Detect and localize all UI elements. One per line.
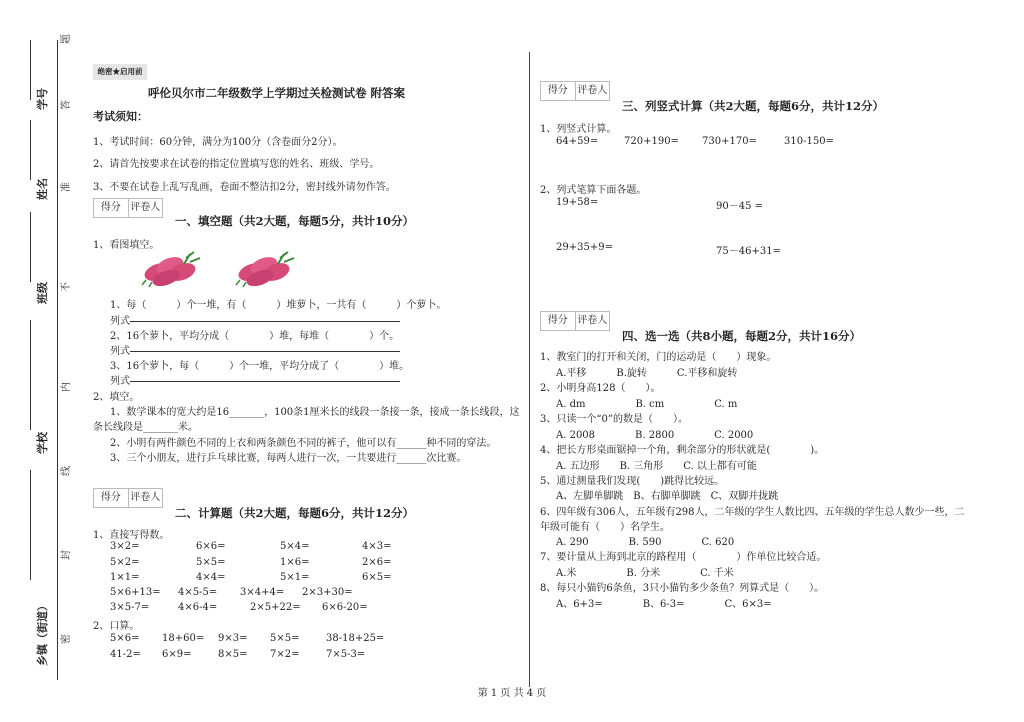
seal-char: 密 [61, 634, 72, 644]
grader-label: 评卷人 [130, 202, 161, 213]
score-label: 得分 [94, 489, 129, 507]
math-item: 29+35+9= [556, 242, 613, 253]
math-item: 7×5-3= [326, 649, 366, 660]
choice-options: A.米 B. 分米 C. 千米 [556, 568, 734, 579]
question: 2、口算。 [93, 621, 140, 632]
fill-item: 条长线段是_______米。 [93, 422, 198, 433]
choice-line: 5、通过测量我们发现( )跳得比较远。 [540, 476, 725, 487]
margin-label-school: 学校 [36, 432, 49, 454]
math-item: 5×1= [280, 572, 310, 583]
math-item: 730+170= [702, 136, 757, 147]
math-item: 3×2= [110, 541, 140, 552]
choice-line: 4、把长方形桌面锯掉一个角，剩余部分的形状就是( )。 [540, 445, 825, 456]
math-item: 90－45 = [716, 201, 764, 212]
math-item: 4×6-4= [178, 602, 218, 613]
margin-field-line [30, 212, 31, 282]
math-item: 5×6+13= [110, 587, 161, 598]
math-item: 4×3= [362, 541, 392, 552]
choice-options: A. 290 B. 590 C. 620 [556, 537, 735, 548]
math-item: 6×6-20= [322, 602, 368, 613]
math-item: 310-150= [784, 136, 834, 147]
margin-label-name: 姓名 [36, 178, 49, 200]
notice-item: 3、不要在试卷上乱写乱画，卷面不整洁扣2分，密封线外请勿作答。 [93, 182, 396, 193]
math-item: 5×5= [196, 557, 226, 568]
seal-char: 题 [61, 34, 72, 44]
grader-label: 评卷人 [577, 85, 608, 96]
math-item: 7×2= [270, 649, 300, 660]
math-item: 5×6= [110, 633, 140, 644]
math-item: 2×6= [362, 557, 392, 568]
margin-label-class: 班级 [36, 282, 49, 304]
seal-char: 内 [61, 382, 72, 392]
math-item: 64+59= [556, 136, 599, 147]
section-title: 二、计算题（共2大题，每题6分，共计12分） [175, 506, 415, 520]
fill-item: 2、小明有两件颜色不同的上衣和两条颜色不同的裤子，他可以有______种不同的穿法。 [110, 438, 497, 449]
choice-options: A. dm B. cm C. m [556, 399, 738, 410]
choice-options: A.平移 B.旋转 C.平移和旋转 [556, 368, 738, 379]
page-number: 第 1 页 共 4 页 [477, 688, 547, 699]
margin-label-town: 乡镇（街道） [36, 600, 49, 666]
math-item: 5×4= [280, 541, 310, 552]
math-item: 720+190= [624, 136, 679, 147]
answer-line [130, 351, 400, 352]
math-item: 41-2= [110, 649, 141, 660]
question: 1、列竖式计算。 [540, 124, 617, 135]
question: 1、看图填空。 [93, 240, 160, 251]
choice-line: 1、教室门的打开和关闭，门的运动是（ ）现象。 [540, 352, 777, 363]
math-item: 18+60= [162, 633, 205, 644]
math-item: 38-18+25= [326, 633, 385, 644]
question: 1、直接写得数。 [93, 530, 170, 541]
question: 2、填空。 [93, 392, 140, 403]
math-item: 9×3= [218, 633, 248, 644]
formula-label: 列式 [110, 346, 130, 357]
math-item: 5×2= [110, 557, 140, 568]
seal-char: 准 [61, 182, 72, 192]
math-item: 6×6= [196, 541, 226, 552]
score-box [93, 198, 163, 218]
fill-item: 1、数学课本的宽大约是16_______，100条1厘米长的线段一条接一条，接成一条长线段，这 [110, 407, 520, 418]
column-divider [529, 52, 530, 687]
math-item: 6×5= [362, 572, 392, 583]
margin-field-line [30, 470, 31, 580]
notice-item: 2、请首先按要求在试卷的指定位置填写您的姓名、班级、学号。 [93, 159, 380, 170]
score-box [540, 81, 610, 101]
math-item: 5×5= [270, 633, 300, 644]
page-title: 呼伦贝尔市二年级数学上学期过关检测试卷 附答案 [148, 86, 406, 100]
fill-line: 1、每（ ）个一堆，有（ ）堆萝卜，一共有（ ）个萝卜。 [110, 300, 447, 311]
math-item: 1×6= [280, 557, 310, 568]
seal-char: 线 [61, 466, 72, 476]
margin-field-line [30, 320, 31, 430]
question: 2、列式笔算下面各题。 [540, 185, 647, 196]
margin-field-line [30, 120, 31, 180]
choice-options: A、左脚单脚跳 B、右脚单脚跳 C、双脚并拢跳 [556, 491, 779, 502]
margin-field-line [30, 40, 31, 100]
section-title: 四、选一选（共8小题，每题2分，共计16分） [622, 329, 862, 343]
score-box [93, 488, 163, 508]
math-item: 6×9= [162, 649, 192, 660]
choice-options: A. 2008 B. 2800 C. 2000 [556, 430, 754, 441]
choice-line: 2、小明身高128（ ）。 [540, 383, 661, 394]
choice-line: 年级可能有（ ）名学生。 [540, 522, 670, 533]
math-item: 1×1= [110, 572, 140, 583]
choice-line: 7、要计量从上海到北京的路程用（ ）作单位比较合适。 [540, 552, 827, 563]
score-label: 得分 [541, 82, 576, 100]
binding-line [57, 40, 58, 680]
answer-line [130, 381, 400, 382]
choice-line: 8、每只小猫钓6条鱼，3只小猫钓多少条鱼？列算式是（ ）。 [540, 583, 825, 594]
grader-label: 评卷人 [577, 315, 608, 326]
choice-line: 6、四年级有306人，五年级有298人，二年级的学生人数比四、五年级的学生总人数少一些，二 [540, 507, 965, 518]
notice-item: 1、考试时间：60分钟，满分为100分（含卷面分2分）。 [93, 137, 343, 148]
math-item: 4×4= [196, 572, 226, 583]
score-label: 得分 [94, 199, 129, 217]
section-title: 三、列竖式计算（共2大题，每题6分，共计12分） [622, 99, 885, 113]
fill-line: 2、16个萝卜，平均分成（ ）堆，每堆（ ）个。 [110, 331, 400, 342]
radish-group-1 [142, 252, 200, 288]
math-item: 8×5= [218, 649, 248, 660]
seal-char: 答 [61, 100, 72, 110]
choice-options: A、6+3= B、6-3= C、6×3= [556, 599, 772, 610]
formula-label: 列式 [110, 376, 130, 387]
math-item: 2×3+30= [302, 587, 353, 598]
confidential-stamp: 绝密★启用前 [93, 64, 147, 80]
score-label: 得分 [541, 312, 576, 330]
math-item: 19+58= [556, 197, 599, 208]
formula-label: 列式 [110, 316, 130, 327]
margin-label-student-id: 学号 [36, 88, 49, 110]
math-item: 75－46+31= [716, 246, 781, 257]
math-item: 2×5+22= [250, 602, 301, 613]
section-title: 一、填空题（共2大题，每题5分，共计10分） [175, 214, 415, 228]
notice-heading: 考试须知： [93, 110, 148, 123]
math-item: 4×5-5= [178, 587, 218, 598]
math-item: 3×4+4= [240, 587, 285, 598]
radish-group-illustration [140, 250, 310, 288]
seal-char: 不 [61, 282, 72, 292]
seal-char: 封 [61, 550, 72, 560]
grader-label: 评卷人 [130, 492, 161, 503]
radish-group-2 [236, 252, 294, 288]
fill-line: 3、16个萝卜，每（ ）个一堆，平均分成了（ ）堆。 [110, 361, 410, 372]
choice-options: A. 五边形 B. 三角形 C. 以上都有可能 [556, 461, 757, 472]
choice-line: 3、只读一个“0”的数是（ ）。 [540, 414, 688, 425]
score-box [540, 311, 610, 331]
fill-item: 3、三个小朋友，进行乒乓球比赛，每两人进行一次，一共要进行______次比赛。 [110, 453, 467, 464]
answer-line [130, 321, 400, 322]
math-item: 3×5-7= [110, 602, 150, 613]
